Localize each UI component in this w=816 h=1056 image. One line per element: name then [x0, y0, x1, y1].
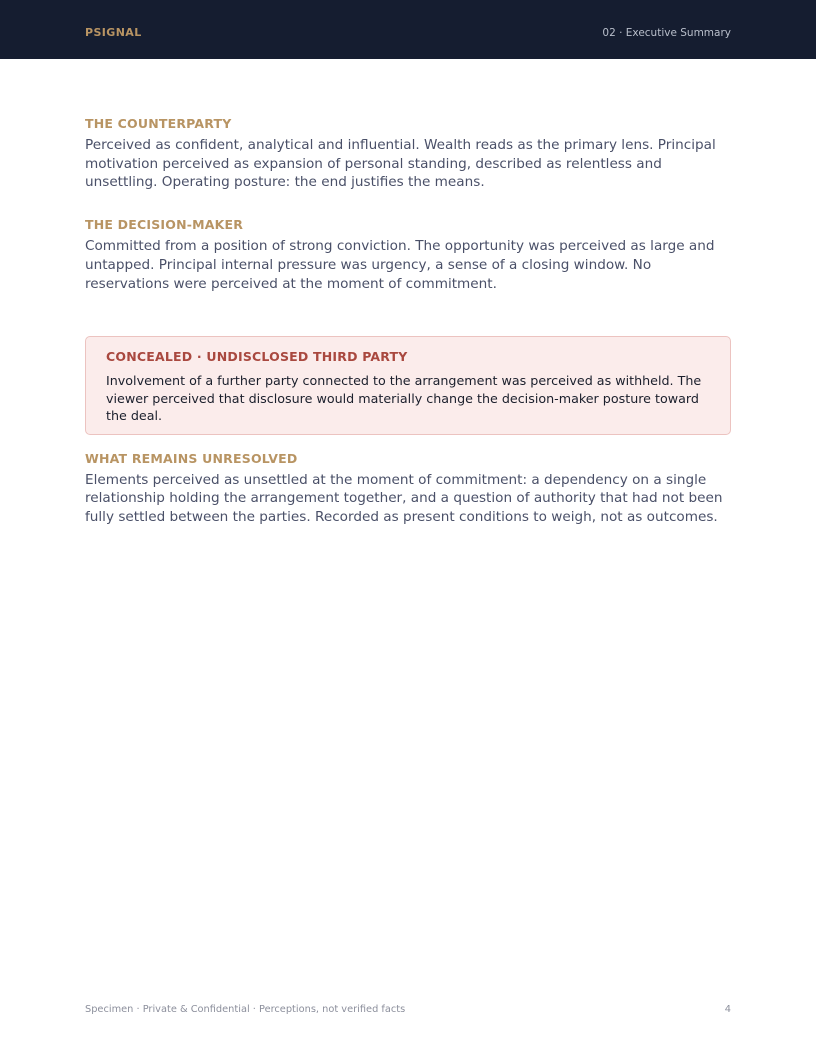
- section-unresolved: [85, 451, 731, 527]
- section-heading: THE COUNTERPARTY: [85, 116, 232, 131]
- section-heading: THE DECISION-MAKER: [85, 217, 244, 233]
- section-body: Elements perceived as unsettled at the moment of commitment: a dependency on a single relationship holding the arrangement together, and a question of authority that had not been fully settled between the parties. Recorded as present conditions to weigh, not as outcomes.: [85, 471, 723, 526]
- main-content: [85, 116, 731, 527]
- page-header: [0, 0, 816, 59]
- page-number: 4: [724, 1004, 731, 1015]
- section-heading: WHAT REMAINS UNRESOLVED: [85, 450, 298, 466]
- section-body: Perceived as confident, analytical and influential. Wealth reads as the primary lens. Principal motivation perceived as expansion of personal standing, described as relentless and unsettling. Operating posture: the end justifies the means.: [85, 137, 716, 191]
- brand-logo-text: PSIGNAL: [85, 26, 142, 39]
- section-label: 02 · Executive Summary: [602, 27, 731, 39]
- callout-title: CONCEALED · UNDISCLOSED THIRD PARTY: [106, 349, 408, 365]
- footer-note: Specimen · Private & Confidential · Perceptions, not verified facts: [85, 1004, 406, 1015]
- section-counterparty: [85, 116, 731, 192]
- section-body: Committed from a position of strong conviction. The opportunity was perceived as large and untapped. Principal internal pressure was urgency, a sense of a closing window. No reservations were perceived at the moment of commitment.: [85, 238, 715, 292]
- section-decision-maker: [85, 217, 731, 293]
- callout-body: Involvement of a further party connected to the arrangement was perceived as withheld. The viewer perceived that disclosure would materially change the decision-maker posture toward the deal.: [106, 373, 702, 424]
- concealed-callout-box: [85, 336, 731, 435]
